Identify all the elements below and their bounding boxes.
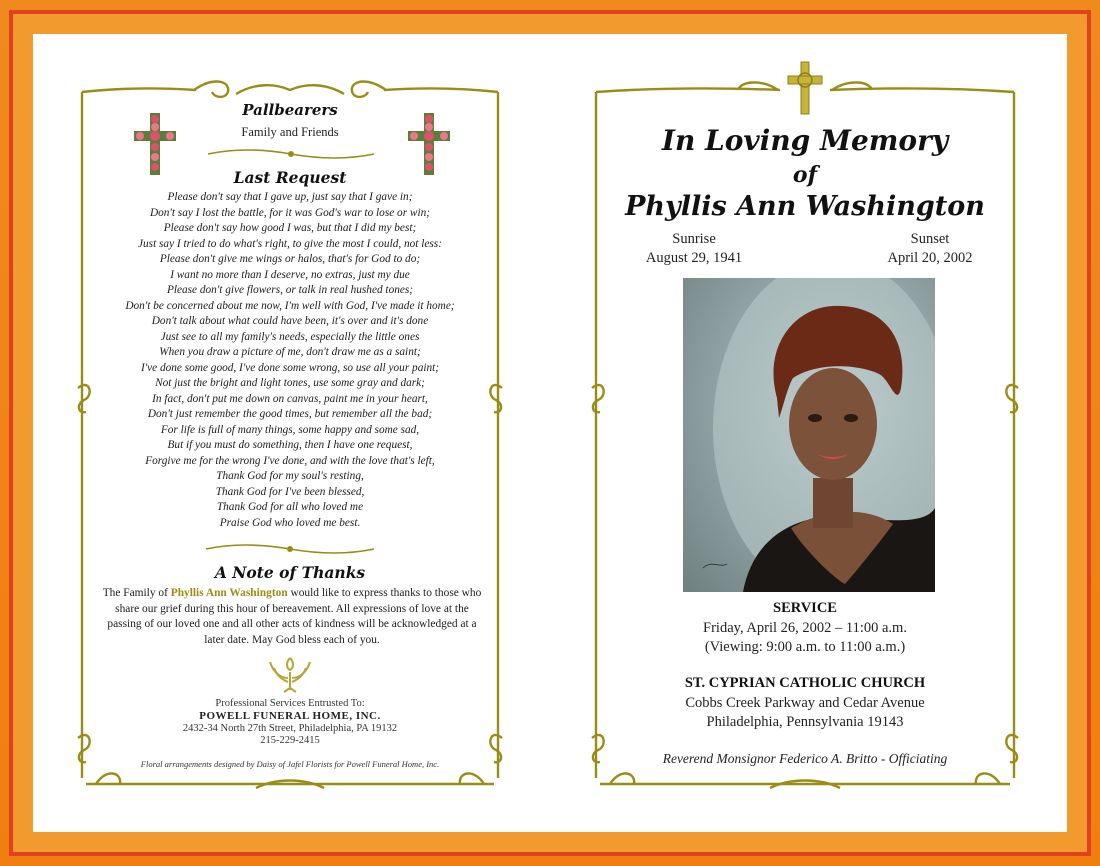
church-city: Philadelphia, Pennsylvania 19143: [706, 714, 904, 730]
funeral-home-name: POWELL FUNERAL HOME, INC.: [199, 710, 381, 722]
poem-line: Don't say I lost the battle, for it was God's war to lose or win;: [149, 206, 431, 219]
poem-line: I've done some good, I've done some wrong, so use all your paint;: [140, 361, 440, 374]
pallbearers-names: Family and Friends: [241, 125, 339, 139]
poem-line: Not just the bright and light tones, use some gray and dark;: [155, 377, 425, 389]
poem-line: Thank God for all who loved me: [216, 501, 364, 513]
sunrise-block: [624, 230, 764, 268]
floral-credit: Floral arrangements designed by Daisy of Jafel Florists for Powell Funeral Home, Inc.: [140, 759, 440, 769]
services-label: Professional Services Entrusted To:: [215, 698, 365, 709]
pallbearers-title: Pallbearers: [242, 101, 338, 119]
poem-line: Don't just remember the good times, but remember all the bad;: [147, 408, 433, 420]
portrait-illustration: [683, 278, 935, 592]
poem-line: Don't talk about what could have been, it's over and it's done: [151, 315, 429, 327]
memory-title: In Loving Memory: [661, 124, 949, 157]
sunset-label: Sunset: [910, 231, 950, 247]
last-request-title: Last Request: [233, 168, 347, 187]
portrait-photo: [683, 278, 935, 592]
deceased-name: Phyllis Ann Washington: [625, 191, 985, 222]
thanks-paragraph: [98, 586, 486, 648]
deceased-name-inline: Phyllis Ann Washington: [170, 587, 288, 599]
poem-line: Please don't give me wings or halos, that's for God to do;: [159, 253, 421, 265]
divider-flourish: [206, 148, 376, 160]
memory-title-of: of: [792, 162, 818, 188]
right-panel: [590, 78, 1020, 792]
poem-line: Just see to all my family's needs, especially the little ones: [160, 330, 420, 343]
thanks-title: A Note of Thanks: [214, 563, 366, 582]
last-request-poem: [76, 190, 504, 531]
poem-line: Don't be concerned about me now, I'm well with God, I've made it home;: [125, 299, 455, 312]
poem-line: Praise God who loved me best.: [219, 516, 361, 529]
gold-cross-icon: [785, 60, 825, 116]
poem-line: Please don't say that I gave up, just say that I gave in;: [167, 191, 413, 203]
sunset-date: April 20, 2002: [887, 250, 973, 266]
funeral-home-address: 2432-34 North 27th Street, Philadelphia, PA 19132: [182, 723, 398, 734]
poem-line: Forgive me for the wrong I've done, and with the love that's left,: [145, 454, 435, 467]
sunrise-label: Sunrise: [672, 231, 716, 247]
officiant: Reverend Monsignor Federico A. Britto - Officiating: [662, 751, 948, 766]
church-name: ST. CYPRIAN CATHOLIC CHURCH: [684, 675, 926, 691]
service-title: SERVICE: [773, 600, 837, 616]
poem-line: I want no more than I deserve, no extras, just my due: [170, 268, 410, 281]
poem-line: When you draw a picture of me, don't draw me as a saint;: [159, 346, 421, 358]
thanks-text-end: would like to express thanks to those who share our grief during this hour of bereavement. All expressions of love at the passing of our loved one and all other acts of kindness will be acknowledged at a later date. May God bless each of you.: [107, 587, 482, 646]
poem-line: Please don't give flowers, or talk in real hushed tones;: [166, 284, 414, 296]
sunrise-date: August 29, 1941: [645, 250, 743, 266]
thanks-text-start: The Family of: [102, 587, 171, 599]
divider-flourish: [204, 543, 376, 555]
funeral-home-phone: 215-229-2415: [260, 735, 320, 746]
poem-line: In fact, don't put me down on canvas, paint me in your heart,: [152, 392, 428, 405]
poem-line: Please don't say how good I was, but that I did my best;: [163, 222, 417, 234]
service-time: Friday, April 26, 2002 – 11:00 a.m.: [703, 620, 907, 636]
church-street: Cobbs Creek Parkway and Cedar Avenue: [685, 695, 925, 711]
poem-line: Thank God for I've been blessed,: [215, 485, 365, 498]
poem-line: Just say I tried to do what's right, to give the most I could, not less:: [138, 237, 442, 250]
eagle-emblem-icon: [266, 652, 314, 698]
poem-line: But if you must do something, then I have one request,: [167, 439, 413, 451]
viewing-time: (Viewing: 9:00 a.m. to 11:00 a.m.): [704, 639, 906, 655]
poem-line: For life is full of many things, some happy and some sad,: [160, 423, 420, 436]
sunset-block: [860, 230, 1000, 268]
left-panel: [76, 78, 504, 792]
poem-line: Thank God for my soul's resting,: [216, 470, 364, 482]
